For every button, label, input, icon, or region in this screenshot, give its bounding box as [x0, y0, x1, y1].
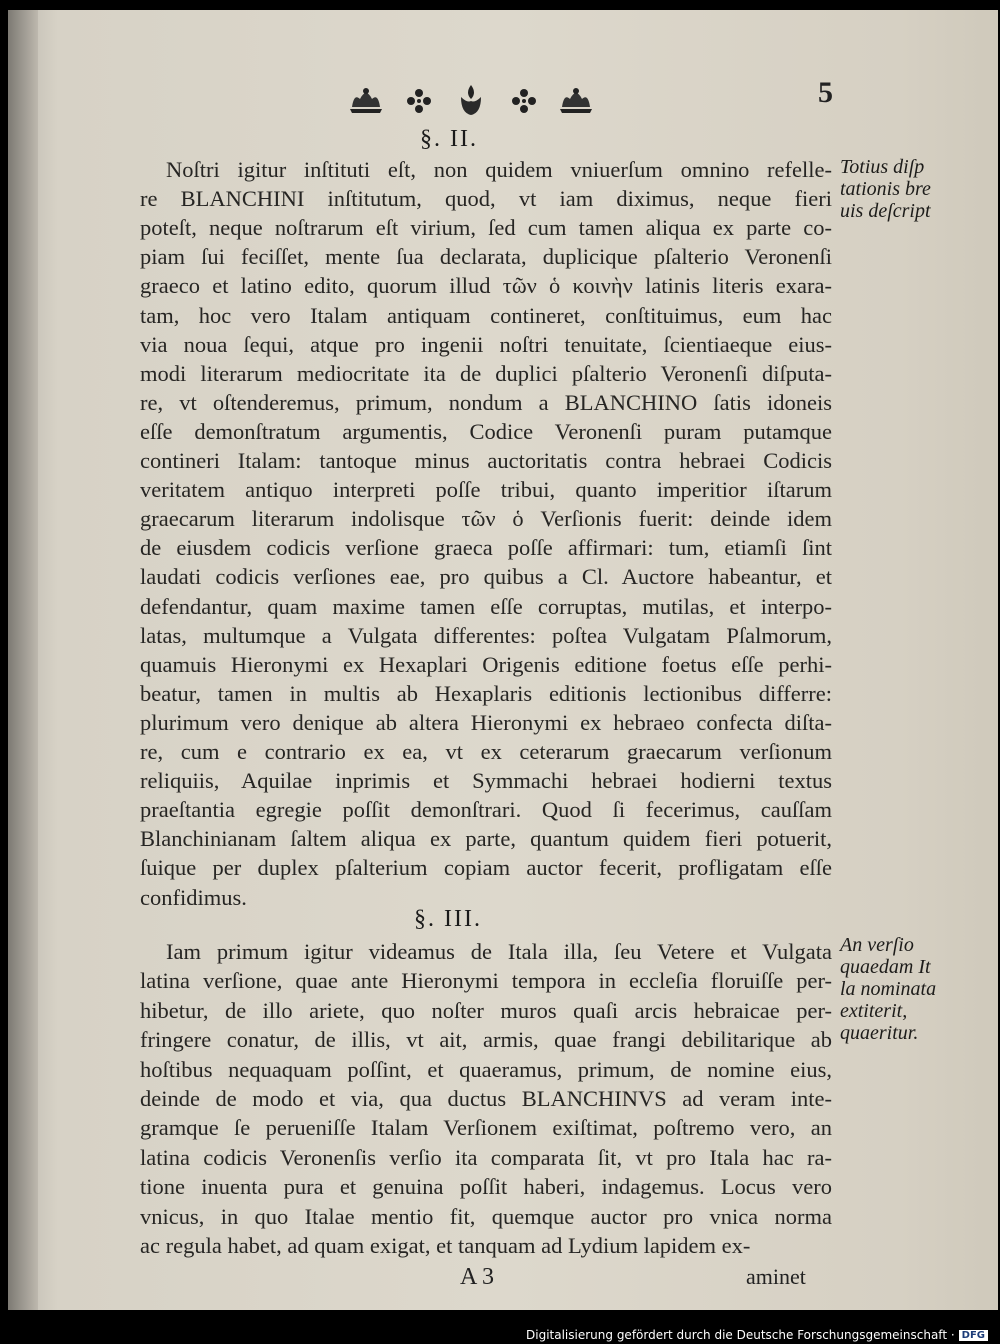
text-line: graeco et latino edito, quorum illud τῶν ὁ κοινὴν latinis literis exara- [140, 273, 832, 299]
marginal-note-line: quaedam It [840, 956, 931, 978]
text-line: piam ſui feciſſet, mente ſua declarata, duplicique pſalterio Veronenſi [140, 244, 832, 270]
text-line: latina verſione, quae ante Hieronymi tempora in eccleſia floruiſſe per- [140, 968, 832, 994]
text-line: laudati codicis verſiones eae, pro quibus a Cl. Auctore habeantur, et [140, 564, 832, 590]
digitization-footer [526, 1328, 988, 1342]
text-line: gramque ſe perueniſſe Italam Verſionem exiſtimat, poſtremo vero, an [140, 1115, 832, 1141]
text-line: quamuis Hieronymi ex Hexaplari Origenis editione foetus eſſe perhi- [140, 651, 832, 677]
text-line: Noſtri igitur inſtituti eſt, non quidem vniuerſum omnino refelle- [166, 157, 832, 182]
text-line: hibetur, de illo ariete, quo noſter muros quaſi arcis hebraicae per- [140, 997, 832, 1023]
catchword: aminet [746, 1264, 806, 1289]
text-line: reliquiis, Aquilae inprimis et Symmachi hebraei hodierni textus [140, 768, 832, 794]
fleuron-icon [504, 83, 544, 117]
text-line: re, cum e contrario ex ea, vt ex ceterarum graecarum verſionum [140, 739, 832, 764]
marginal-note-line: Totius diſp [840, 156, 925, 178]
header-ornament [346, 80, 596, 120]
text-line: confidimus. [140, 884, 247, 910]
text-line: via noua ſequi, atque pro ingenii noſtri tenuitate, ſcientiaeque eius- [140, 331, 832, 357]
marginal-note-line: uis deſcript [840, 200, 931, 222]
text-line: fringere conatur, de illis, vt ait, armis, quae frangi debilitarique ab [140, 1027, 832, 1053]
text-line: poteſt, neque noſtrarum eſt virium, ſed cum tamen aliqua ex parte co- [140, 215, 832, 241]
dfg-logo: DFG [959, 1330, 988, 1341]
marginal-note-line: quaeritur. [840, 1022, 919, 1044]
marginal-note-line: extiterit, [840, 1000, 908, 1022]
crown-ornament-icon [556, 83, 596, 117]
marginal-note-line: An verſio [840, 934, 914, 956]
text-line: modi literarum mediocritate ita de duplici pſalterio Veronenſi diſputa- [140, 360, 832, 386]
text-line: re BLANCHINI inſtitutum, quod, vt iam diximus, neque fieri [140, 186, 832, 212]
section-heading: §. II. [420, 126, 478, 152]
text-line: beatur, tamen in multis ab Hexaplaris editionis lectionibus differre: [140, 680, 832, 706]
page-spine-shadow [8, 10, 38, 1310]
marginal-note-line: tationis bre [840, 178, 931, 200]
lily-crest-icon [451, 83, 491, 117]
text-line: graecarum literarum indolisque τῶν ὁ Verſionis fuerit: deinde idem [140, 506, 832, 532]
text-line: tione inuenta pura et genuina poſſit haberi, indagemus. Locus vero [140, 1174, 832, 1200]
text-line: contineri Italam: tantoque minus auctoritatis contra hebraei Codicis [140, 448, 832, 473]
signature-mark: A 3 [460, 1264, 495, 1290]
marginal-note-line: la nominata [840, 978, 937, 1000]
text-line: re, vt oſtenderemus, primum, nondum a BLANCHINO ſatis idoneis [140, 389, 832, 415]
text-line: latas, multumque a Vulgata differentes: poſtea Vulgatam Pſalmorum, [140, 622, 832, 648]
text-line: defendantur, quam maxime tamen eſſe corruptas, mutilas, et interpo- [140, 593, 832, 619]
page-number: 5 [818, 76, 833, 109]
text-line: vnicus, in quo Italae mentio fit, quemque auctor pro vnica norma [140, 1203, 832, 1229]
footer-credit: Digitalisierung gefördert durch die Deutsche Forschungsgemeinschaft · [526, 1328, 955, 1342]
crown-ornament-icon [346, 83, 386, 117]
text-line: hoſtibus nequaquam poſſint, et quaeramus, primum, de nomine eius, [140, 1056, 832, 1082]
text-line: de eiusdem codicis verſione graeca poſſe affirmari: tum, etiamſi ſint [140, 535, 832, 561]
text-line: Blanchinianam ſaltem aliqua ex parte, quantum quidem fieri potuerit, [140, 826, 832, 852]
text-line: plurimum vero denique ab altera Hieronymi ex hebraeo confecta diſta- [140, 709, 832, 735]
text-line: deinde de modo et via, qua ductus BLANCHINVS ad veram inte- [140, 1086, 832, 1111]
section-heading: §. III. [414, 906, 482, 932]
text-line: latina codicis Veronenſis verſio ita comparata ſit, vt pro Itala hac ra- [140, 1144, 832, 1170]
text-line: eſſe demonſtratum argumentis, Codice Veronenſi puram putamque [140, 418, 832, 444]
book-page [8, 10, 998, 1310]
fleuron-icon [399, 83, 439, 117]
text-line: Iam primum igitur videamus de Itala illa, ſeu Vetere et Vulgata [166, 939, 832, 964]
text-line: praeſtantia egregie poſſit demonſtrari. Quod ſi fecerimus, cauſſam [140, 797, 832, 823]
text-line: tam, hoc vero Italam antiquam contineret, conſtituimus, eum hac [140, 302, 832, 328]
text-line: ſuique per duplex pſalterium copiam auctor fecerit, profligatam eſſe [140, 855, 832, 881]
text-line: veritatem antiquo interpreti poſſe tribui, quanto imperitior iſtarum [140, 477, 832, 503]
text-line: ac regula habet, ad quam exigat, et tanquam ad Lydium lapidem ex- [140, 1233, 751, 1258]
